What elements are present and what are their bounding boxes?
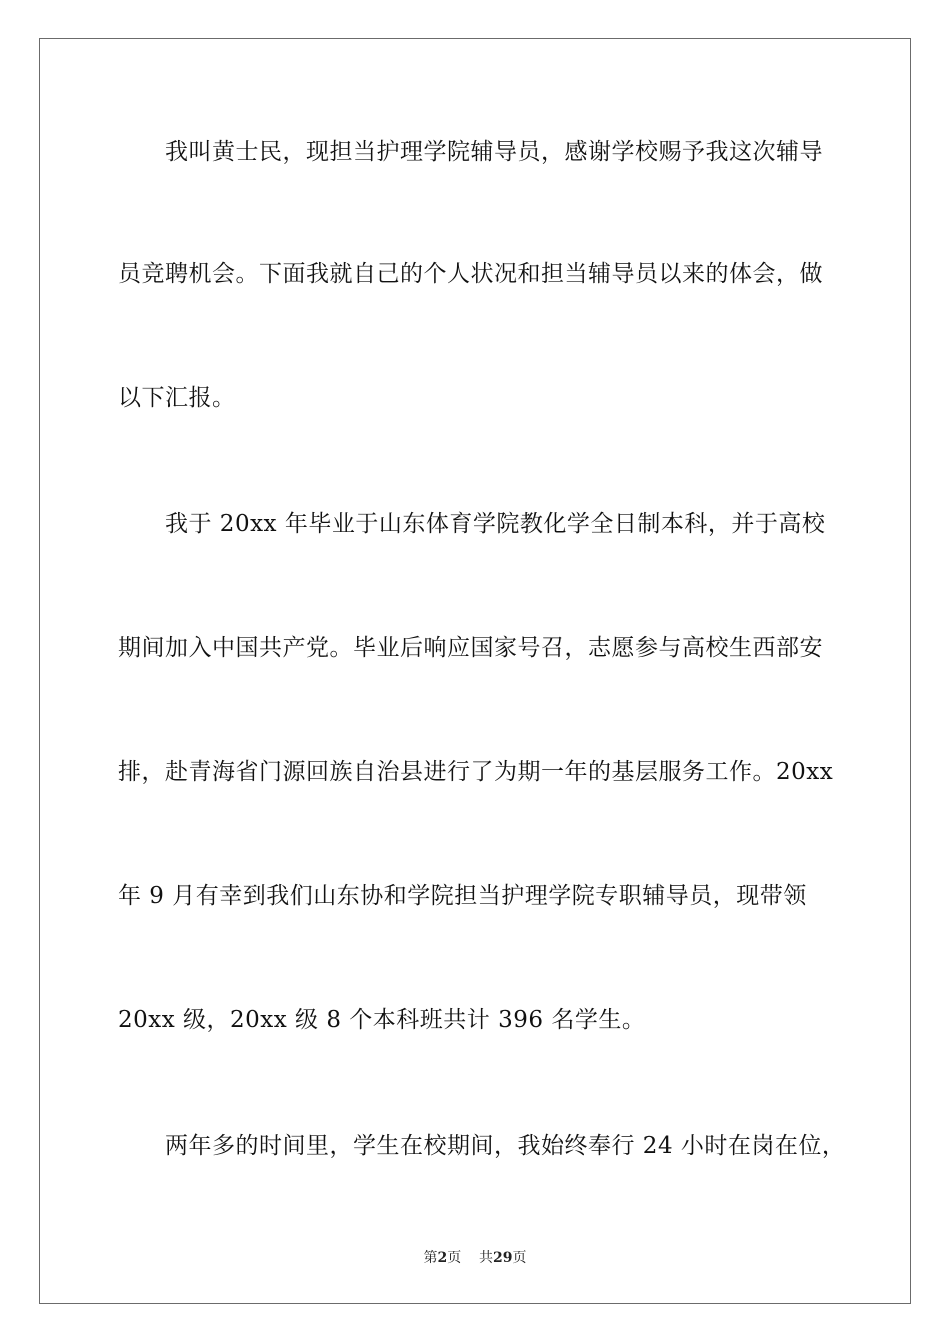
page-border	[39, 38, 911, 1304]
body-text-line: 以下汇报。	[118, 385, 236, 411]
footer-total-number: 29	[493, 1250, 513, 1266]
page-footer	[0, 1248, 950, 1268]
body-text-line: 员竞聘机会。下面我就自己的个人状况和担当辅导员以来的体会，做	[118, 261, 823, 287]
footer-total-prefix: 共	[479, 1250, 494, 1266]
footer-page-number: 2	[437, 1250, 448, 1266]
footer-page-suffix: 页	[447, 1250, 462, 1266]
body-text-line: 我于 20xx 年毕业于山东体育学院教化学全日制本科，并于高校	[165, 511, 826, 537]
body-text-line: 期间加入中国共产党。毕业后响应国家号召，志愿参与高校生西部安	[118, 635, 823, 661]
footer-page-prefix: 第	[423, 1250, 438, 1266]
footer-total-suffix: 页	[512, 1250, 527, 1266]
body-text-line: 排，赴青海省门源回族自治县进行了为期一年的基层服务工作。20xx	[118, 759, 834, 785]
body-text-line: 我叫黄士民，现担当护理学院辅导员，感谢学校赐予我这次辅导	[165, 139, 823, 165]
body-text-line: 两年多的时间里，学生在校期间，我始终奉行 24 小时在岗在位，	[165, 1133, 846, 1159]
body-text-line: 年 9 月有幸到我们山东协和学院担当护理学院专职辅导员，现带领	[118, 883, 807, 909]
body-text-line: 20xx 级，20xx 级 8 个本科班共计 396 名学生。	[118, 1007, 646, 1033]
